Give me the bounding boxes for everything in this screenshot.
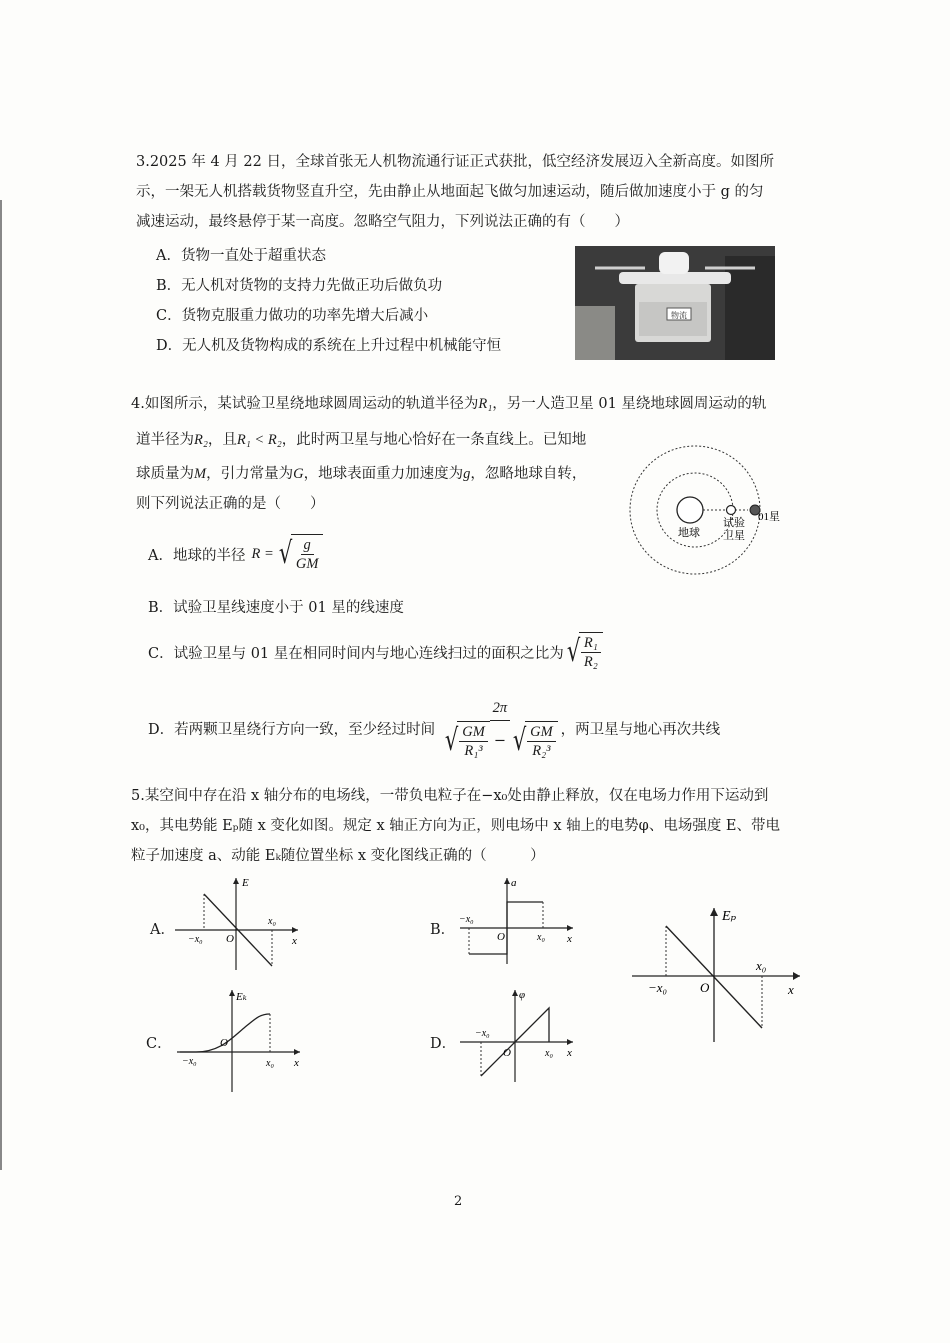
q3-stem-line-2: 示，一架无人机搭载货物竖直升空，先由静止从地面起飞做匀加速运动，随后做加速度小于 g 的匀	[136, 184, 764, 200]
svg-text:φ: φ	[519, 989, 526, 1001]
graph-b	[455, 872, 580, 967]
q3-stem-line-1: 3.2025 年 4 月 22 日，全球首张无人机物流通行证正式获批，低空经济发展迈入全新高度。如图所	[136, 154, 774, 170]
graph-a	[170, 872, 305, 972]
given-ep-graph	[628, 902, 808, 1047]
svg-text:O: O	[700, 980, 710, 995]
orbit-diagram	[620, 440, 790, 580]
q5-option-c-label[interactable]: C．	[146, 1036, 172, 1052]
svg-text:x: x	[567, 1047, 572, 1059]
drone-illustration	[575, 246, 775, 360]
svg-text:E: E	[242, 877, 249, 889]
earth-label: 地球	[678, 527, 700, 539]
graph-d	[455, 984, 580, 1084]
q3-option-d[interactable]: D．无人机及货物构成的系统在上升过程中机械能守恒	[156, 338, 502, 354]
q4-option-b[interactable]: B．试验卫星线速度小于 01 星的线速度	[148, 600, 404, 616]
svg-text:O: O	[220, 1037, 228, 1049]
q4-option-d[interactable]: D．若两颗卫星绕行方向一致，至少经过时间 2π √ $\frac{GM}{\text{R₁³}}$ − √ $\frac{GM}{\text{R₂³}}$ ，两卫星与地心再次共线	[148, 696, 720, 761]
q4-stem-line-4: 则下列说法正确的是（ ）	[136, 496, 325, 512]
svg-text:−x₀: −x₀	[188, 934, 203, 945]
sqrt-radius: √ $\frac{g}{GM}$	[276, 534, 324, 574]
q3-stem-line-3: 减速运动，最终悬停于某一高度。忽略空气阻力，下列说法正确的有（ ）	[136, 214, 629, 230]
svg-text:O: O	[226, 933, 234, 945]
q3-option-b[interactable]: B．无人机对货物的支持力先做正功后做负功	[156, 278, 443, 294]
svg-text:x: x	[292, 935, 297, 947]
page-binding-edge	[0, 200, 2, 1170]
svg-text:x: x	[294, 1057, 299, 1069]
q5-option-a-label[interactable]: A．	[150, 922, 175, 938]
symbol-r2: R₂	[194, 432, 208, 448]
q5-stem-line-2: x₀，其电势能 Eₚ随 x 变化如图。规定 x 轴正方向为正，则电场中 x 轴上的电势φ、电场强度 E、带电	[131, 818, 781, 834]
q4-stem-line-3: 球质量为M，引力常量为G，地球表面重力加速度为g，忽略地球自转，	[136, 466, 587, 482]
q5-stem-line-1: 5.某空间中存在沿 x 轴分布的电场线，一带负电粒子在−x₀处由静止释放，仅在电场力作用下运动到	[131, 788, 769, 804]
earth-circle	[677, 497, 703, 523]
graph-c	[172, 984, 307, 1094]
symbol-r1: R₁	[478, 396, 493, 412]
q5-stem-line-3: 粒子加速度 a、动能 Eₖ随位置坐标 x 变化图线正确的（ ）	[131, 848, 545, 864]
symbol-m: M	[194, 466, 207, 482]
symbol-g: g	[463, 466, 471, 482]
svg-text:a: a	[511, 877, 517, 889]
q4-option-a[interactable]: A．地球的半径 R = √ $\frac{g}{GM}$	[148, 534, 323, 574]
svg-text:x: x	[567, 933, 572, 945]
inequality: R₁ < R₂	[236, 432, 282, 448]
drone-photo	[575, 246, 775, 360]
q4-option-c[interactable]: C．试验卫星与 01 星在相同时间内与地心连线扫过的面积之比为 √ $\frac{\text{R₁}}{\text{R₂}}$	[148, 632, 603, 672]
q3-option-a[interactable]: A．货物一直处于超重状态	[156, 248, 326, 264]
svg-text:x: x	[788, 982, 794, 997]
test-sat-label-2: 卫星	[723, 530, 745, 542]
drone-cargo-label: 物流	[671, 311, 687, 320]
svg-text:x₀: x₀	[268, 916, 276, 927]
svg-text:x₀: x₀	[545, 1048, 553, 1059]
page-number: 2	[454, 1194, 463, 1209]
q4-stem-line-1: 4.如图所示，某试验卫星绕地球圆周运动的轨道半径为R₁，另一人造卫星 01 星绕地球圆周运动的轨	[131, 396, 767, 412]
svg-text:−x₀: −x₀	[459, 914, 474, 925]
sqrt-area-ratio: √ $\frac{\text{R₁}}{\text{R₂}}$	[564, 632, 603, 672]
q5-option-b-label[interactable]: B．	[430, 922, 456, 938]
svg-text:−x₀: −x₀	[182, 1056, 197, 1067]
svg-text:−x₀: −x₀	[648, 980, 668, 995]
svg-text:−x₀: −x₀	[475, 1028, 490, 1039]
svg-text:x₀: x₀	[266, 1058, 274, 1069]
svg-text:x₀: x₀	[537, 932, 545, 943]
test-satellite	[727, 506, 736, 515]
sat01-label: 01星	[758, 511, 780, 523]
q5-option-d-label[interactable]: D．	[430, 1036, 457, 1052]
q4-stem-line-2: 道半径为R₂，且R₁ < R₂，此时两卫星与地心恰好在一条直线上。已知地	[136, 432, 587, 448]
test-sat-label-1: 试验	[723, 517, 745, 529]
q3-option-c[interactable]: C．货物克服重力做功的功率先增大后减小	[156, 308, 429, 324]
svg-text:Eₖ: Eₖ	[236, 991, 247, 1003]
svg-text:Eₚ: Eₚ	[722, 909, 737, 924]
svg-text:x₀: x₀	[756, 958, 767, 973]
svg-text:O: O	[497, 931, 505, 943]
symbol-g-const: G	[293, 466, 304, 482]
time-fraction: 2π √ $\frac{GM}{\text{R₁³}}$ − √ $\frac{GM}{\text{R₂³}}$	[439, 696, 561, 761]
svg-text:O: O	[503, 1047, 511, 1059]
